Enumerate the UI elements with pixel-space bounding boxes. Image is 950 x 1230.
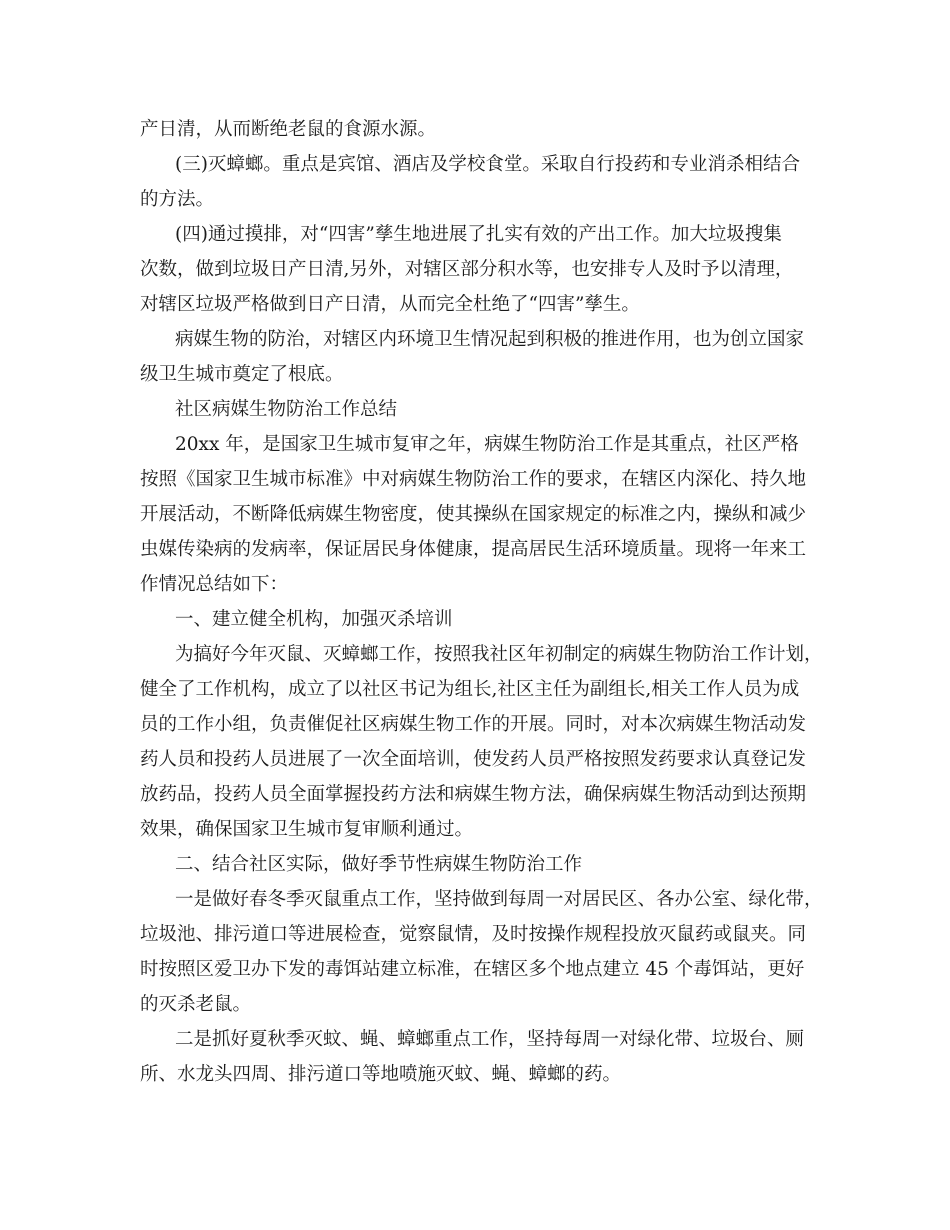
text-line: 级卫生城市奠定了根底。 (140, 364, 344, 385)
text-line: 虫媒传染病的发病率，保证居民身体健康，提高居民生活环境质量。现将一年来工 (140, 539, 807, 560)
text-line: 作情况总结如下： (140, 574, 289, 595)
text-line: 效果，确保国家卫生城市复审顺利通过。 (140, 819, 474, 840)
text-line: 二是抓好夏秋季灭蚊、蝇、蟑螂重点工作，坚持每周一对绿化带、垃圾台、厕 (175, 1029, 805, 1050)
text-line: 的灭杀老鼠。 (140, 994, 252, 1015)
section-heading: 二、结合社区实际，做好季节性病媒生物防治工作 (175, 854, 583, 875)
text-line: (三)灭蟑螂。重点是宾馆、酒店及学校食堂。采取自行投药和专业消杀相结合 (175, 154, 800, 175)
text-line: 产日清，从而断绝老鼠的食源水源。 (140, 119, 437, 140)
text-line: 的方法。 (140, 189, 215, 210)
text-line: 为搞好今年灭鼠、灭蟑螂工作，按照我社区年初制定的病媒生物防治工作计划， (175, 644, 823, 665)
text-line: 所、水龙头四周、排污道口等地喷施灭蚊、蝇、蟑螂的药。 (140, 1064, 622, 1085)
text-line: 健全了工作机构，成立了以社区书记为组长,社区主任为副组长,相关工作人员为成 (140, 679, 800, 700)
text-line: 病媒生物的防治，对辖区内环境卫生情况起到积极的推进作用，也为创立国家 (175, 329, 805, 350)
section-title: 社区病媒生物防治工作总结 (175, 399, 398, 420)
text-line: 垃圾池、排污道口等进展检查，觉察鼠情，及时按操作规程投放灭鼠药或鼠夹。同 (140, 924, 807, 945)
text-line: 按照《国家卫生城市标准》中对病媒生物防治工作的要求，在辖区内深化、持久地 (140, 469, 807, 490)
text-line: (四)通过摸排，对“四害”孳生地进展了扎实有效的产出工作。加大垃圾搜集 (175, 224, 782, 245)
text-line: 次数，做到垃圾日产日清,另外，对辖区部分积水等，也安排专人及时予以清理， (140, 259, 794, 280)
text-line: 一是做好春冬季灭鼠重点工作，坚持做到每周一对居民区、各办公室、绿化带， (175, 889, 823, 910)
text-line: 20xx 年，是国家卫生城市复审之年，病媒生物防治工作是其重点，社区严格 (175, 434, 799, 455)
text-line: 放药品，投药人员全面掌握投药方法和病媒生物方法，确保病媒生物活动到达预期 (140, 784, 807, 805)
text-line: 对辖区垃圾严格做到日产日清，从而完全杜绝了“四害”孳生。 (140, 294, 640, 315)
text-line: 药人员和投药人员进展了一次全面培训，使发药人员严格按照发药要求认真登记发 (140, 749, 807, 770)
text-line: 时按照区爱卫办下发的毒饵站建立标准，在辖区多个地点建立 45 个毒饵站，更好 (140, 959, 805, 980)
section-heading: 一、建立健全机构，加强灭杀培训 (175, 609, 453, 630)
text-line: 员的工作小组，负责催促社区病媒生物工作的开展。同时，对本次病媒生物活动发 (140, 714, 807, 735)
text-line: 开展活动，不断降低病媒生物密度，使其操纵在国家规定的标准之内，操纵和减少 (140, 504, 807, 525)
